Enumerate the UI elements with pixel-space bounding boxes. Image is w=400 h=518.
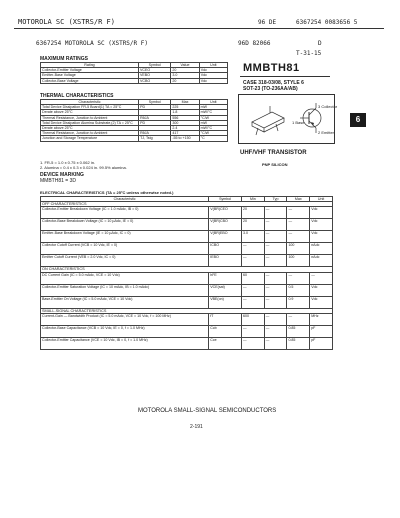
cell: Derate above 25°C xyxy=(41,110,139,115)
cell: — xyxy=(264,284,287,296)
col-header: Rating xyxy=(41,63,139,68)
cell: Total Device Dissipation Alumina Substrate,(2) TA = 25°C xyxy=(41,120,139,125)
cell: 1.8 xyxy=(171,110,199,115)
cell: Thermal Resistance, Junction to Ambient xyxy=(41,131,139,136)
cell: Current-Gain — Bandwidth Product (IC = 5.0 mAdc, VCE = 10 Vdc, f = 100 MHz) xyxy=(41,313,209,325)
cell: — xyxy=(264,255,287,267)
cell: — xyxy=(264,207,287,219)
col-header: Characteristic xyxy=(41,197,209,202)
cell: V(BR)EBO xyxy=(209,231,242,243)
cell: Vdc xyxy=(199,78,227,83)
section-label: SMALL-SIGNAL CHARACTERISTICS xyxy=(41,308,333,313)
table-row xyxy=(41,272,333,284)
electrical-table xyxy=(40,196,333,350)
table-row xyxy=(41,78,228,83)
cell: — xyxy=(287,313,310,325)
section-label: OFF CHARACTERISTICS xyxy=(41,202,333,207)
date-code: T-31-15 xyxy=(296,50,322,57)
cell: 417 xyxy=(171,131,199,136)
cell: — xyxy=(264,272,287,284)
cell: Emitter-Base Breakdown Voltage (IE = 10 µAdc, IC = 0) xyxy=(41,231,209,243)
table-row xyxy=(41,325,333,337)
cell: Base-Emitter On Voltage (IC = 5.0 mAdc, VCE = 10 Vdc) xyxy=(41,296,209,308)
header-rule xyxy=(14,28,384,29)
cell: VCEO xyxy=(138,68,170,73)
part-rule xyxy=(240,76,330,77)
cell: Emitter-Base Voltage xyxy=(41,73,139,78)
max-ratings-table xyxy=(40,62,228,84)
cell: hFE xyxy=(209,272,242,284)
cell: 20 xyxy=(171,78,199,83)
col-header: Characteristic xyxy=(41,100,139,105)
cell: VCBO xyxy=(138,78,170,83)
polarity: PNP SILICON xyxy=(262,162,288,167)
cell: 2.4 xyxy=(171,126,199,131)
cell: pF xyxy=(310,337,333,349)
cell: 20 xyxy=(171,68,199,73)
cell: — xyxy=(264,325,287,337)
cell: nAdc xyxy=(310,255,333,267)
header-top-left: MOTOROLA SC (XSTRS/R F) xyxy=(18,18,115,26)
cell: Cce xyxy=(209,337,242,349)
cell: fT xyxy=(209,313,242,325)
cell: Vdc xyxy=(199,73,227,78)
cell: 3.0 xyxy=(171,73,199,78)
cell: — xyxy=(264,337,287,349)
header-line2-right: D xyxy=(318,40,322,47)
cell: — xyxy=(287,207,310,219)
cell: — xyxy=(264,243,287,255)
cell: pF xyxy=(310,325,333,337)
cell: Vdc xyxy=(310,207,333,219)
col-header: Unit xyxy=(199,100,227,105)
table-row xyxy=(41,284,333,296)
cell: Total Device Dissipation FR-5 Board(1) TA = 25°C xyxy=(41,105,139,110)
cell: Vdc xyxy=(310,296,333,308)
cell: Emitter Cutoff Current (VEB = 2.0 Vdc, IC = 0) xyxy=(41,255,209,267)
max-ratings-title: MAXIMUM RATINGS xyxy=(40,56,88,62)
cell: PD xyxy=(139,120,171,125)
cell: VCE(sat) xyxy=(209,284,242,296)
cell: — xyxy=(264,219,287,231)
cell: — xyxy=(241,296,264,308)
col-header: Min xyxy=(241,197,264,202)
header-top-right: 6367254 0083656 5 xyxy=(296,19,358,26)
col-header: Symbol xyxy=(139,100,171,105)
table-row xyxy=(41,337,333,349)
cell: 100 xyxy=(287,243,310,255)
table-row xyxy=(41,231,333,243)
cell: — xyxy=(310,272,333,284)
cell: TJ, Tstg xyxy=(139,136,171,141)
cell: mW/°C xyxy=(199,110,227,115)
cell: VBE(on) xyxy=(209,296,242,308)
pin-label-base: 1 Base xyxy=(292,120,305,125)
thermal-table xyxy=(40,99,228,142)
part-number: MMBTH81 xyxy=(243,62,300,74)
cell: IEBO xyxy=(209,255,242,267)
cell: 100 xyxy=(287,255,310,267)
table-row xyxy=(41,243,333,255)
package: SOT-23 (TO-236AA/AB) xyxy=(243,86,298,92)
cell: °C xyxy=(199,136,227,141)
cell: -55 to +150 xyxy=(171,136,199,141)
cell: Collector-Base Capacitance (VCB = 10 Vdc, IE = 0, f = 1.0 MHz) xyxy=(41,325,209,337)
cell: °C/W xyxy=(199,115,227,120)
col-header: Unit xyxy=(310,197,333,202)
col-header: Typ xyxy=(264,197,287,202)
device-type: UHF/VHF TRANSISTOR xyxy=(240,150,307,156)
section-tab: 6 xyxy=(350,113,366,127)
cell: mW xyxy=(199,120,227,125)
cell: V(BR)CBO xyxy=(209,219,242,231)
cell: — xyxy=(264,313,287,325)
cell: 300 xyxy=(171,120,199,125)
pin-label-collector: 3 Collector xyxy=(318,104,338,109)
cell: V(BR)CEO xyxy=(209,207,242,219)
cell: Vdc xyxy=(199,68,227,73)
cell: mW xyxy=(199,105,227,110)
cell: 556 xyxy=(171,115,199,120)
cell: — xyxy=(241,325,264,337)
cell: Vdc xyxy=(310,284,333,296)
cell: Collector-Base Breakdown Voltage (IC = 10 µAdc, IE = 0) xyxy=(41,219,209,231)
footer-page: 2-191 xyxy=(190,424,203,430)
cell: — xyxy=(241,337,264,349)
thermal-note-1: 1. FR-5 = 1.0 x 0.75 x 0.062 in. xyxy=(40,160,96,165)
cell: 225 xyxy=(171,105,199,110)
cell: 60 xyxy=(241,272,264,284)
cell: 0.85 xyxy=(287,325,310,337)
footer-brand: MOTOROLA SMALL-SIGNAL SEMICONDUCTORS xyxy=(138,408,277,414)
cell: Vdc xyxy=(310,219,333,231)
table-row xyxy=(41,219,333,231)
cell: Collector-Emitter Voltage xyxy=(41,68,139,73)
cell: 3.0 xyxy=(241,231,264,243)
cell: 20 xyxy=(241,219,264,231)
cell: Ccb xyxy=(209,325,242,337)
cell: DC Current Gain (IC = 5.0 mAdc, VCE = 10 Vdc) xyxy=(41,272,209,284)
cell: Collector Cutoff Current (VCB = 10 Vdc, IE = 0) xyxy=(41,243,209,255)
cell: RθJA xyxy=(139,131,171,136)
cell: mW/°C xyxy=(199,126,227,131)
table-row xyxy=(41,313,333,325)
cell: 0.5 xyxy=(287,284,310,296)
col-header: Unit xyxy=(199,63,227,68)
table-row xyxy=(41,255,333,267)
cell: — xyxy=(241,284,264,296)
header-line2-left: 6367254 MOTOROLA SC (XSTRS/R F) xyxy=(36,40,148,47)
cell: PD xyxy=(139,105,171,110)
col-header: Max xyxy=(287,197,310,202)
cell: Thermal Resistance, Junction to Ambient xyxy=(41,115,139,120)
header-line2-mid: 96D 82066 xyxy=(238,40,271,47)
thermal-title: THERMAL CHARACTERISTICS xyxy=(40,93,114,99)
cell: RθJA xyxy=(139,115,171,120)
table-row xyxy=(41,207,333,219)
cell: 20 xyxy=(241,207,264,219)
cell: Collector-Emitter Breakdown Voltage (IC = 1.0 mAdc, IB = 0) xyxy=(41,207,209,219)
col-header: Max xyxy=(171,100,199,105)
cell: nAdc xyxy=(310,243,333,255)
cell: Junction and Storage Temperature xyxy=(41,136,139,141)
cell: — xyxy=(287,219,310,231)
cell: ICBO xyxy=(209,243,242,255)
cell: Collector-Emitter Saturation Voltage (IC = 10 mAdc, IB = 1.0 mAdc) xyxy=(41,284,209,296)
thermal-note-2: 2. Alumina = 0.4 x 0.3 x 0.024 in. 99.5% alumina. xyxy=(40,165,127,170)
case-style: CASE 318-03/08, STYLE 6 xyxy=(243,80,304,86)
cell: — xyxy=(287,231,310,243)
col-header: Value xyxy=(171,63,199,68)
cell: 0.85 xyxy=(287,337,310,349)
cell: — xyxy=(241,243,264,255)
cell: — xyxy=(264,296,287,308)
cell: VEBO xyxy=(138,73,170,78)
header-top-code: 96 DE xyxy=(258,19,277,26)
electrical-title: ELECTRICAL CHARACTERISTICS (TA = 25°C unless otherwise noted.) xyxy=(40,190,174,195)
cell: — xyxy=(264,231,287,243)
pin-label-emitter: 2 Emitter xyxy=(318,130,335,135)
cell: 600 xyxy=(241,313,264,325)
cell: — xyxy=(241,255,264,267)
package-box xyxy=(238,94,338,144)
marking-value: MMBTH81 = 3D xyxy=(40,178,76,184)
cell: MHz xyxy=(310,313,333,325)
cell: — xyxy=(287,272,310,284)
table-row xyxy=(41,296,333,308)
col-header: Symbol xyxy=(138,63,170,68)
cell: Collector-Base Voltage xyxy=(41,78,139,83)
marking-title: DEVICE MARKING xyxy=(40,172,84,178)
cell: 0.9 xyxy=(287,296,310,308)
table-row xyxy=(41,136,228,141)
section-label: ON CHARACTERISTICS xyxy=(41,267,333,272)
cell: °C/W xyxy=(199,131,227,136)
cell: Collector-Emitter Capacitance (VCE = 10 Vdc, IB = 0, f = 1.0 MHz) xyxy=(41,337,209,349)
col-header: Symbol xyxy=(209,197,242,202)
cell: Derate above 25°C xyxy=(41,126,139,131)
cell: Vdc xyxy=(310,231,333,243)
